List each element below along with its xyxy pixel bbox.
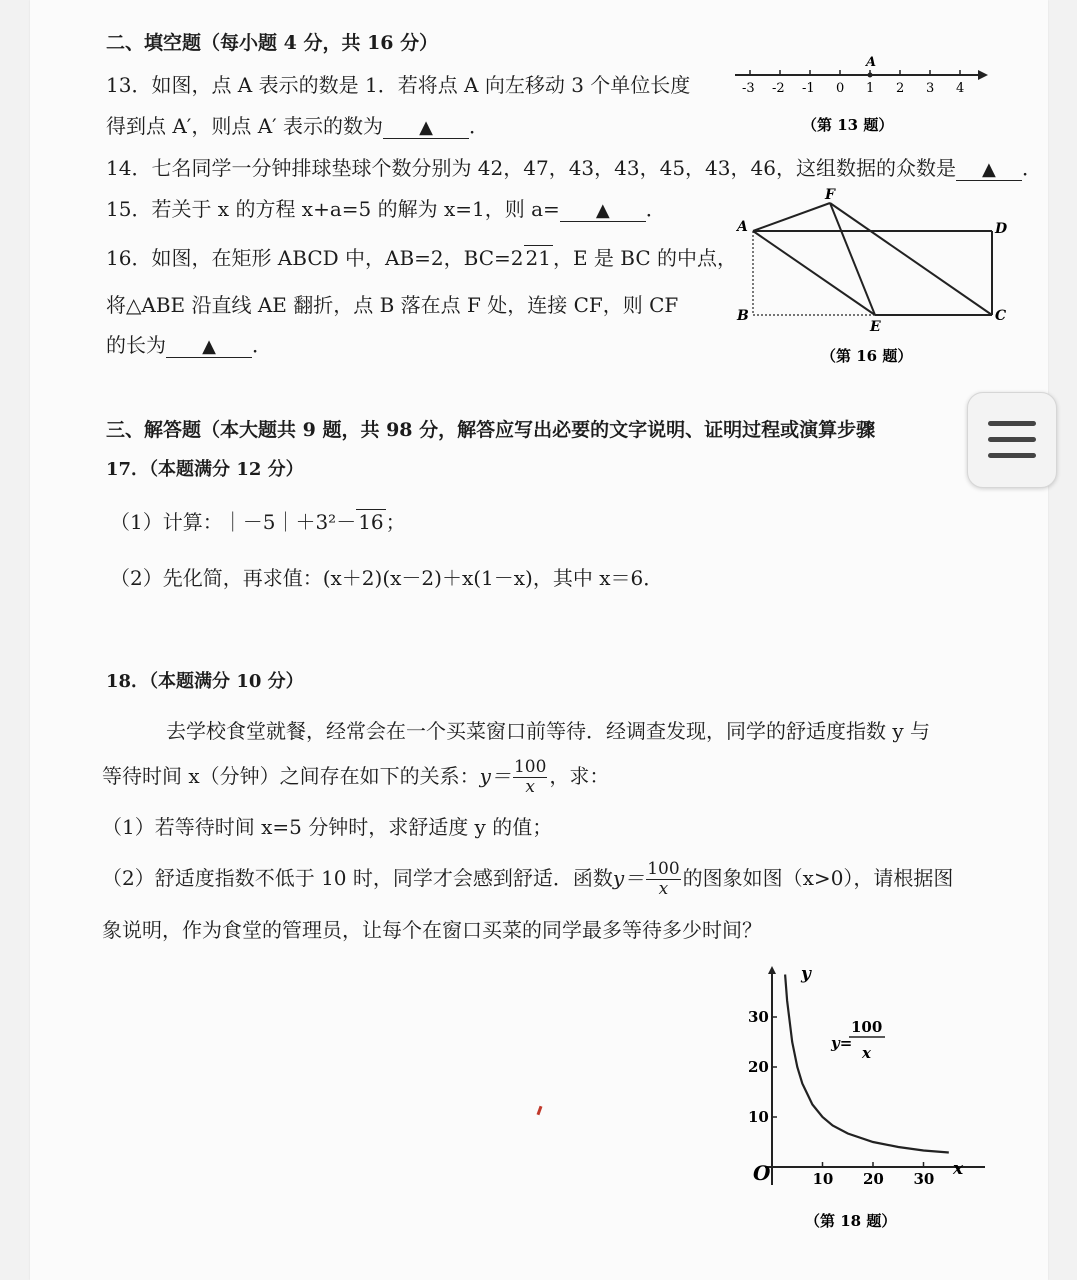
number-line-tick-label: -1 — [802, 81, 815, 96]
curve-label-den: x — [862, 1044, 871, 1062]
number-line-tick-label: -2 — [772, 81, 785, 96]
y-axis-arrow — [768, 966, 776, 974]
number-line-tick-label: 4 — [956, 81, 965, 96]
origin-label: O — [753, 1161, 771, 1185]
number-line-tick-label: 1 — [866, 81, 875, 96]
x-tick-label: 30 — [913, 1170, 935, 1188]
q16-rectangle-figure — [725, 183, 1015, 373]
section2-heading: 二、填空题（每小题 4 分，共 16 分） — [106, 32, 439, 54]
number-line-tick-label: 0 — [836, 81, 845, 96]
point-a-dot — [868, 73, 873, 78]
y-tick-label: 30 — [748, 1008, 769, 1026]
x-axis-label: x — [953, 1159, 964, 1179]
q18-part2-line2: 象说明，作为食堂的管理员，让每个在窗口买菜的同学最多等待多少时间？ — [102, 918, 762, 942]
point-e-label: E — [870, 319, 881, 335]
number-line-tick-label: 3 — [926, 81, 935, 96]
q13-answer-blank: ▲ — [383, 118, 469, 139]
q16-caption: （第 16 题） — [821, 347, 913, 365]
q13-line2: 得到点 A′，则点 A′ 表示的数为 ▲ ． — [106, 114, 490, 138]
vertex-c-label: C — [995, 308, 1007, 324]
q17-title: 17．（本题满分 12 分） — [106, 459, 304, 480]
q15-line: 15．若关于 x 的方程 x+a=5 的解为 x=1，则 a= ▲ ． — [106, 197, 666, 221]
q15-answer-blank: ▲ — [560, 201, 646, 222]
q16-line1: 16．如图，在矩形 ABCD 中，AB=2，BC=2 21 ，E 是 BC 的中点， — [106, 246, 737, 270]
q13-caption: （第 13 题） — [802, 116, 894, 134]
q13-number-line — [730, 55, 995, 140]
curve-y-100-over-x — [785, 975, 949, 1153]
q18-caption: （第 18 题） — [805, 1212, 897, 1230]
number-line-tick-label: -3 — [742, 81, 755, 96]
point-a-label: A — [866, 55, 877, 70]
q18-part2-line1: （2）舒适度指数不低于 10 时，同学才会感到舒适．函数y＝ $\frac{100}{x}$ 的图象如图（x>0），请根据图 — [102, 859, 954, 899]
q18-para2: 等待时间 x（分钟）之间存在如下的关系：y＝ $\frac{100}{x}$ ，求： — [102, 757, 610, 797]
section3-heading: 三、解答题（本大题共 9 题，共 98 分，解答应写出必要的文字说明、证明过程或演算步骤 — [106, 419, 876, 441]
number-line-tick-label: 2 — [896, 81, 905, 96]
q14-line: 14．七名同学一分钟排球垫球个数分别为 42，47，43，43，45，43，46，这组数据的众数是 ▲ ． — [106, 156, 1042, 180]
q17-part2: （2）先化简，再求值：(x＋2)(x－2)＋x(1－x)，其中 x＝6． — [110, 566, 664, 590]
q16-line2: 将△ABE 沿直线 AE 翻折，点 B 落在点 F 处，连接 CF，则 CF — [106, 293, 679, 317]
number-line-ticks — [742, 70, 964, 96]
q14-answer-blank: ▲ — [956, 160, 1022, 181]
q18-title: 18．（本题满分 10 分） — [106, 671, 304, 692]
exam-page — [30, 0, 1048, 1280]
q17-part1: （1）计算：｜－5｜＋3²－ 16 ； — [110, 510, 406, 534]
curve-label-num: 100 — [851, 1018, 883, 1036]
q18-para1: 去学校食堂就餐，经常会在一个买菜窗口前等待．经调查发现，同学的舒适度指数 y 与 — [166, 719, 931, 743]
q18-fraction: $\frac{100}{x}$ — [513, 757, 547, 797]
q18-part1: （1）若等待时间 x=5 分钟时，求舒适度 y 的值； — [102, 815, 553, 839]
y-axis-label: y — [801, 964, 811, 984]
q16-line3: 的长为 ▲ ． — [106, 333, 272, 357]
x-tick-label: 10 — [812, 1170, 834, 1188]
floating-menu-button[interactable] — [967, 392, 1057, 488]
q13-line1: 13．如图，点 A 表示的数是 1．若将点 A 向左移动 3 个单位长度 — [106, 73, 691, 97]
y-tick-label: 10 — [748, 1108, 769, 1126]
vertex-a-label: A — [737, 219, 748, 235]
point-f-label: F — [825, 187, 835, 203]
q16-answer-blank: ▲ — [166, 337, 252, 358]
y-tick-label: 20 — [748, 1058, 769, 1076]
vertex-d-label: D — [995, 221, 1008, 237]
curve-label-lhs: y= — [831, 1034, 853, 1052]
x-tick-label: 20 — [863, 1170, 884, 1188]
hamburger-menu-icon — [986, 417, 1038, 463]
red-ink-mark — [537, 1106, 543, 1115]
q18-function-graph — [725, 960, 985, 1240]
vertex-b-label: B — [737, 308, 749, 324]
